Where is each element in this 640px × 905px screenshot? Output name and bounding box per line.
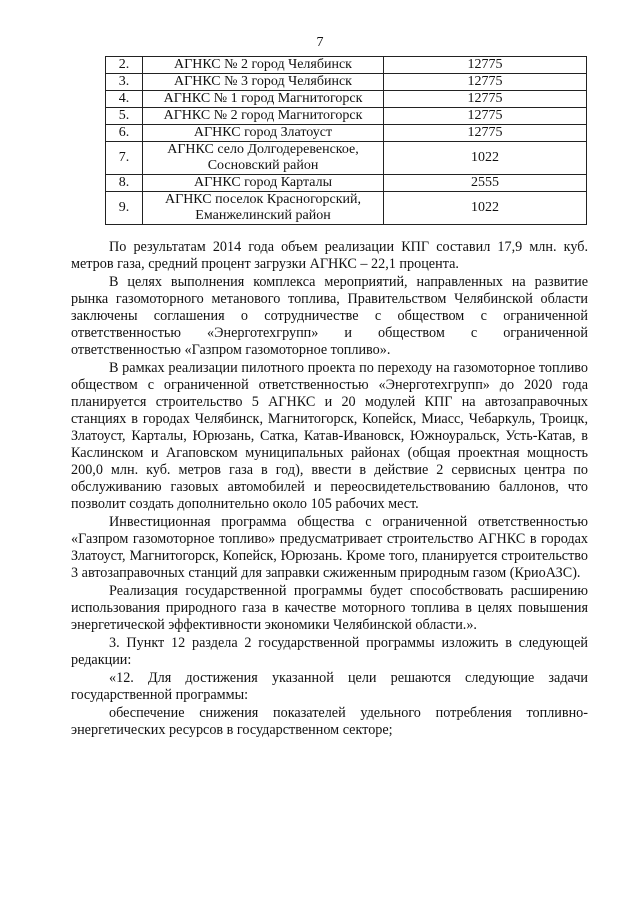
station-name-line: Еманжелинский район (195, 208, 331, 223)
station-value: 12775 (384, 91, 587, 108)
station-value: 12775 (384, 125, 587, 142)
table-row (106, 57, 587, 74)
station-name (143, 91, 384, 108)
station-value: 12775 (384, 108, 587, 125)
paragraph: обеспечение снижения показателей удельного потребления топливно-энергетических ресурсов в государственном секторе; (71, 705, 588, 738)
row-number: 5. (106, 108, 143, 125)
station-value: 12775 (384, 57, 587, 74)
station-name (143, 74, 384, 91)
table-row (106, 142, 587, 175)
station-name-line: АГНКС поселок Красногорский, (164, 192, 362, 207)
paragraph: В целях выполнения комплекса мероприятий, направленных на развитие рынка газомоторного метанового топлива, Правительством Челябинской области заключены соглашения о сотрудничестве с обществом с ограниченной ответственностью «Энерготехгрупп» и обществом с ограниченной ответственностью «Газпром газомоторное топливо». (71, 274, 588, 358)
station-name (143, 142, 384, 175)
station-name-line: АГНКС № 2 город Челябинск (174, 57, 352, 72)
row-number: 6. (106, 125, 143, 142)
station-name-line: АГНКС город Карталы (194, 175, 332, 190)
body-text (71, 239, 588, 739)
station-name-line: АГНКС № 1 город Магнитогорск (163, 91, 363, 106)
station-name (143, 108, 384, 125)
table-row (106, 175, 587, 192)
station-name-line: АГНКС № 3 город Челябинск (174, 74, 352, 89)
row-number: 9. (106, 192, 143, 225)
table-row (106, 108, 587, 125)
paragraph: Реализация государственной программы будет способствовать расширению использования природного газа в качестве моторного топлива в целях повышения энергетической эффективности экономики Челябинской области.». (71, 583, 588, 633)
row-number: 2. (106, 57, 143, 74)
paragraph: 3. Пункт 12 раздела 2 государственной программы изложить в следующей редакции: (71, 635, 588, 668)
gas-stations-table (105, 56, 587, 225)
table-row (106, 91, 587, 108)
table-body (106, 57, 587, 225)
row-number: 3. (106, 74, 143, 91)
paragraph: «12. Для достижения указанной цели решаются следующие задачи государственной программы: (71, 670, 588, 703)
row-number: 7. (106, 142, 143, 175)
station-value: 1022 (384, 142, 587, 175)
table-row (106, 125, 587, 142)
station-name (143, 125, 384, 142)
station-name-line: Сосновский район (207, 158, 319, 173)
station-name-line: АГНКС № 2 город Магнитогорск (163, 108, 363, 123)
page-number: 7 (316, 35, 324, 50)
station-value: 2555 (384, 175, 587, 192)
paragraph: Инвестиционная программа общества с ограниченной ответственностью «Газпром газомоторное топливо» предусматривает строительство АГНКС в городах Златоуст, Магнитогорск, Копейск, Юрюзань. Кроме того, планируется строительство 3 автозаправочных станций для заправки сжиженным природным газом (КриоАЗС). (71, 514, 588, 581)
table-row (106, 74, 587, 91)
row-number: 8. (106, 175, 143, 192)
station-name-line: АГНКС город Златоуст (193, 125, 333, 140)
station-name (143, 192, 384, 225)
station-name-line: АГНКС село Долгодеревенское, (167, 142, 359, 157)
row-number: 4. (106, 91, 143, 108)
paragraph: По результатам 2014 года объем реализации КПГ составил 17,9 млн. куб. метров газа, средний процент загрузки АГНКС – 22,1 процента. (71, 239, 588, 272)
station-name (143, 57, 384, 74)
table-row (106, 192, 587, 225)
station-value: 12775 (384, 74, 587, 91)
station-name (143, 175, 384, 192)
paragraph: В рамках реализации пилотного проекта по переходу на газомоторное топливо обществом с ограниченной ответственностью «Энерготехгрупп» до 2020 года планируется строительство 5 АГНКС и 20 модулей КПГ на автозаправочных станциях в городах Челябинск, Магнитогорск, Копейск, Миасс, Чебаркуль, Троицк, Златоуст, Карталы, Юрюзань, Сатка, Катав-Ивановск, Южноуральск, Усть-Катав, в Каслинском и Агаповском муниципальных районах (общая проектная мощность 200,0 млн. куб. метров газа в год), ввести в действие 2 сервисных центра по обслуживанию газовых автомобилей и переосвидетельствованию баллонов, что позволит создать дополнительно около 105 рабочих мест. (71, 360, 588, 512)
station-value: 1022 (384, 192, 587, 225)
